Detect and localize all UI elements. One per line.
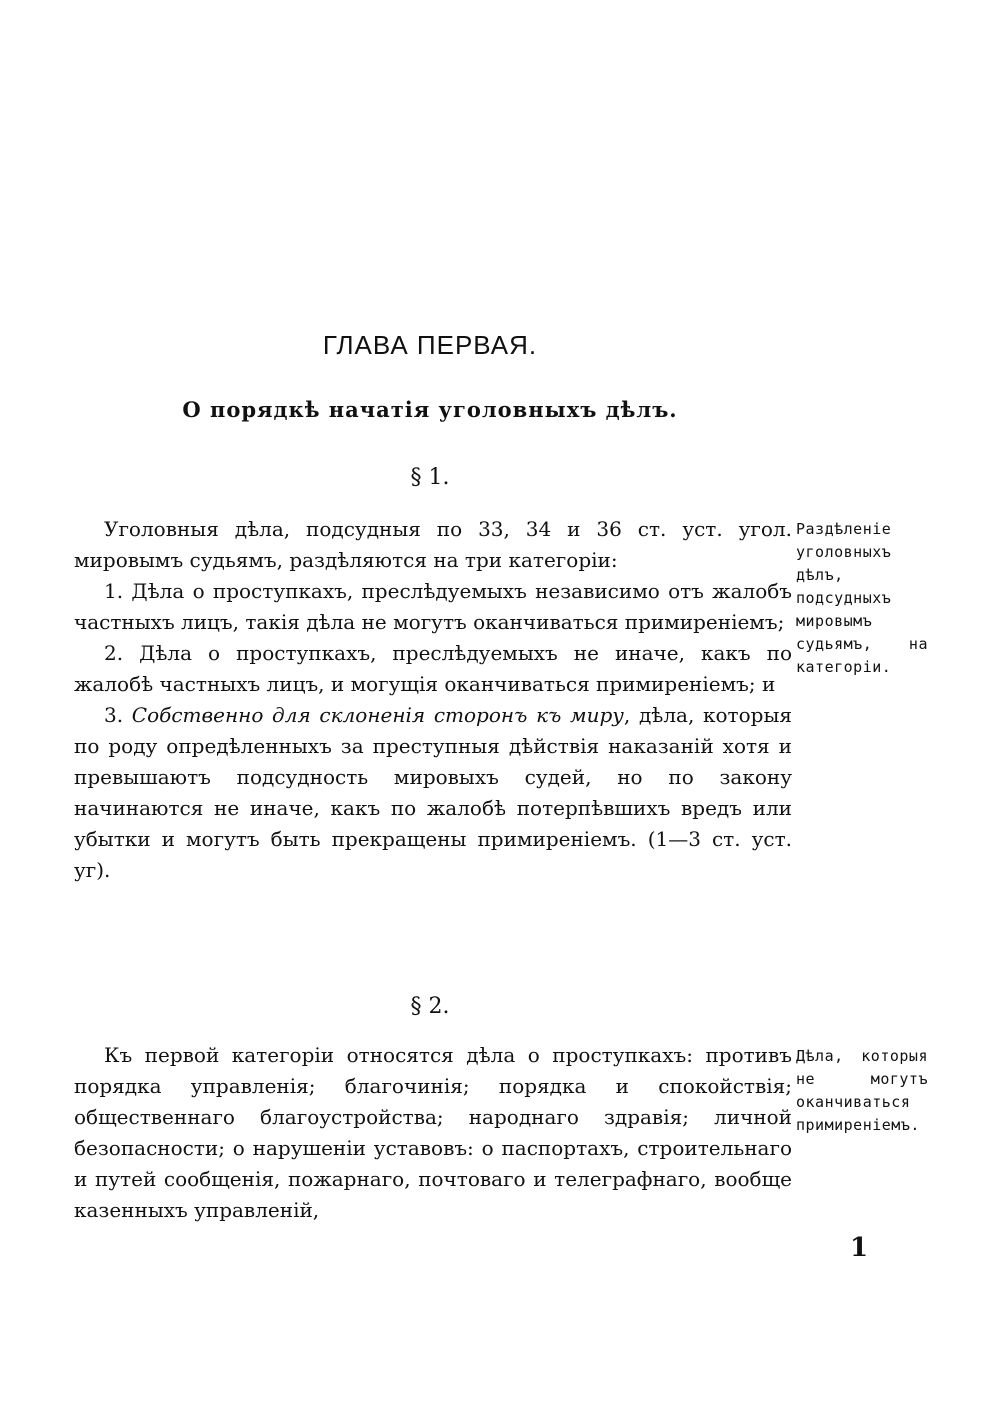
section-2-text: Къ первой категоріи относятся дѣла о проступкахъ: противъ порядка управленія; благочинія; порядка и спокойствія; общественнаго благоустройства; народнаго здравія; личной безопасности; о нарушеніи уставовъ: о паспортахъ, строительнаго и путей сообщенія, пожарнаго, почтоваго и телеграфнаго, вообще казенныхъ управленій, [74, 1043, 792, 1222]
section-1-item-1: 1. Дѣла о проступкахъ, преслѣдуемыхъ независимо отъ жалобъ частныхъ лицъ, такія дѣла не могутъ оканчиваться примиреніемъ; [74, 579, 792, 634]
section-1-item-3 [74, 700, 792, 886]
section-1-sign: § 1. [410, 465, 450, 490]
section-1-item-3-prefix: 3. [104, 703, 132, 727]
section-1-margin-note: Раздѣленіе уголовныхъ дѣлъ, подсудныхъ мировымъ судьямъ, на категоріи. [796, 520, 928, 676]
section-1-item-3-italic: Собственно для склоненія сторонъ къ миру [131, 703, 624, 727]
section-1-body [74, 514, 792, 886]
section-2-margin-note: Дѣла, которыя не могутъ оканчиваться примиреніемъ. [796, 1047, 928, 1134]
section-2-sign: § 2. [410, 994, 450, 1019]
chapter-subtitle: О порядкѣ начатія уголовныхъ дѣлъ. [182, 397, 678, 422]
page-number: 1 [850, 1233, 869, 1263]
section-2-body [74, 1040, 792, 1226]
chapter-title: ГЛАВА ПЕРВАЯ. [322, 330, 538, 360]
section-1-item-2: 2. Дѣла о проступкахъ, преслѣдуемыхъ не иначе, какъ по жалобѣ частныхъ лицъ, и могущія оканчиваться примиреніемъ; и [74, 641, 792, 696]
section-1-item-3-rest: , дѣла, которыя по роду опредѣленныхъ за преступныя дѣйствія наказаній хотя и превышаютъ подсудность мировыхъ судей, но по закону начинаются не иначе, какъ по жалобѣ потерпѣвшихъ вредъ или убытки и могутъ быть прекращены примиреніемъ. (1—3 ст. уст. уг). [74, 703, 792, 882]
section-1-intro: Уголовныя дѣла, подсудныя по 33, 34 и 36 ст. уст. угол. мировымъ судьямъ, раздѣляются на три категоріи: [74, 517, 792, 572]
